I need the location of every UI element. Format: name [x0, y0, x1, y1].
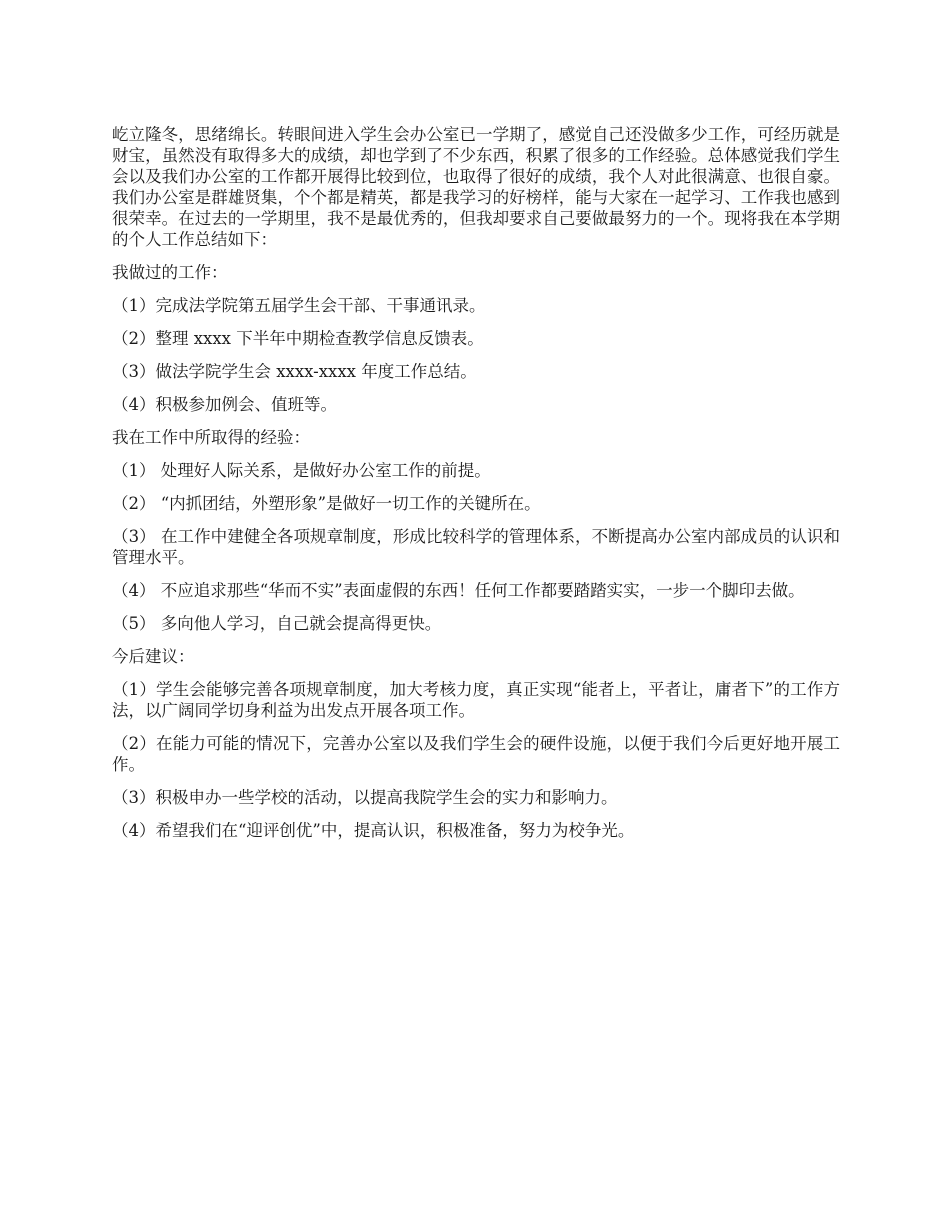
intro-paragraph: 屹立隆冬，思绪绵长。转眼间进入学生会办公室已一学期了，感觉自己还没做多少工作，可经历就是财宝，虽然没有取得多大的成绩，却也学到了不少东西，积累了很多的工作经验。总体感觉我们学生会以及我们办公室的工作都开展得比较到位，也取得了很好的成绩，我个人对此很满意、也很自豪。我们办公室是群雄贤集，个个都是精英，都是我学习的好榜样，能与大家在一起学习、工作我也感到很荣幸。在过去的一学期里，我不是最优秀的，但我却要求自己要做最努力的一个。现将我在本学期的个人工作总结如下：	[112, 125, 840, 249]
work-item: （2）整理 xxxx 下半年中期检查教学信息反馈表。	[112, 329, 484, 348]
section-heading-suggestions: 今后建议：	[112, 647, 195, 666]
experience-item: （4） 不应追求那些“华而不实”表面虚假的东西！任何工作都要踏踏实实，一步一个脚印去做。	[112, 581, 805, 600]
suggestion-item: （4）希望我们在“迎评创优”中，提高认识，积极准备，努力为校争光。	[112, 821, 635, 840]
suggestion-item: （3）积极申办一些学校的活动，以提高我院学生会的实力和影响力。	[112, 788, 618, 807]
experience-item: （1） 处理好人际关系，是做好办公室工作的前提。	[112, 461, 491, 480]
suggestion-item: （1）学生会能够完善各项规章制度，加大考核力度，真正实现“能者上，平者让，庸者下”的工作方法，以广阔同学切身利益为出发点开展各项工作。	[112, 680, 840, 720]
experience-item: （3） 在工作中建健全各项规章制度，形成比较科学的管理体系，不断提高办公室内部成员的认识和管理水平。	[112, 527, 840, 567]
experience-item: （5） 多向他人学习，自己就会提高得更快。	[112, 614, 442, 633]
section-heading-experience: 我在工作中所取得的经验：	[112, 428, 310, 447]
work-item: （3）做法学院学生会 xxxx-xxxx 年度工作总结。	[112, 362, 477, 381]
experience-item: （2） “内抓团结，外塑形象”是做好一切工作的关键所在。	[112, 494, 541, 513]
suggestion-item: （2）在能力可能的情况下，完善办公室以及我们学生会的硬件设施，以便于我们今后更好地开展工作。	[112, 734, 840, 774]
work-item: （4）积极参加例会、值班等。	[112, 395, 337, 414]
work-item: （1）完成法学院第五届学生会干部、干事通讯录。	[112, 296, 486, 315]
section-heading-work: 我做过的工作：	[112, 263, 228, 282]
document-body	[112, 124, 840, 853]
